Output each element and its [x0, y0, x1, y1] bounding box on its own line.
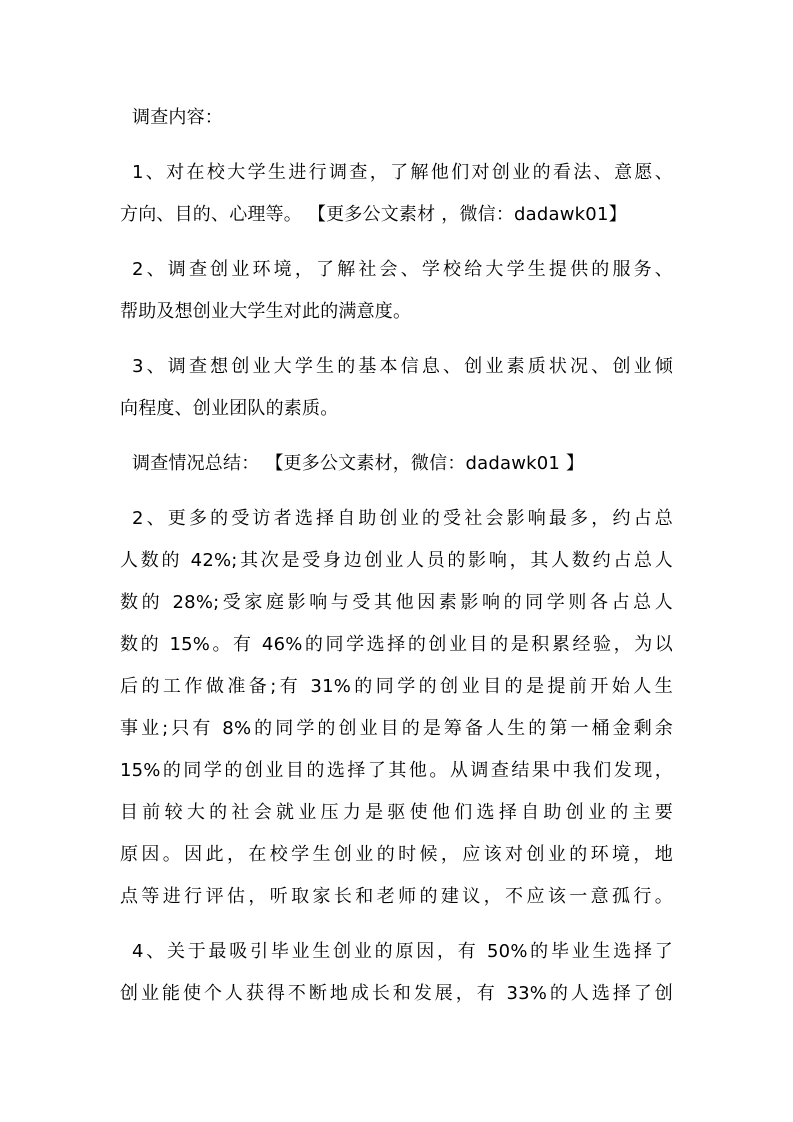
heading-survey-content: 调查内容：	[132, 107, 223, 128]
summary-4-line-1: 4、关于最吸引毕业生创业的原因，有 50%的毕业生选择了	[132, 941, 673, 962]
summary-2-line-9: 原因。因此，在校学生创业的时候，应该对创业的环境，地	[120, 844, 673, 865]
item-1-line-1: 1、对在校大学生进行调查，了解他们对创业的看法、意愿、	[132, 162, 673, 183]
item-1-line-2: 方向、目的、心理等。 【更多公文素材 ，微信：dadawk01】	[120, 204, 627, 225]
summary-2-line-8: 目前较大的社会就业压力是驱使他们选择自助创业的主要	[120, 802, 673, 823]
summary-2-line-6: 事业;只有 8%的同学的创业目的是筹备人生的第一桶金剩余	[120, 718, 673, 739]
item-3-line-1: 3、调查想创业大学生的基本信息、创业素质状况、创业倾	[132, 356, 673, 377]
item-3-line-2: 向程度、创业团队的素质。	[120, 398, 339, 419]
item-2-line-2: 帮助及想创业大学生对此的满意度。	[120, 301, 412, 322]
summary-2-line-4: 数的 15%。有 46%的同学选择的创业目的是积累经验，为以	[120, 634, 673, 655]
summary-2-line-2: 人数的 42%;其次是受身边创业人员的影响，其人数约占总人	[120, 550, 673, 571]
summary-2-line-7: 15%的同学的创业目的选择了其他。从调查结果中我们发现，	[120, 760, 673, 781]
summary-2-line-3: 数的 28%;受家庭影响与受其他因素影响的同学则各占总人	[120, 592, 673, 613]
summary-2-line-10: 点等进行评估，听取家长和老师的建议，不应该一意孤行。	[120, 886, 673, 907]
summary-2-line-1: 2、更多的受访者选择自助创业的受社会影响最多，约占总	[132, 508, 673, 529]
heading-survey-summary: 调查情况总结： 【更多公文素材，微信：dadawk01 】	[132, 453, 585, 474]
summary-2-line-5: 后的工作做准备;有 31%的同学的创业目的是提前开始人生	[120, 676, 673, 697]
summary-4-line-2: 创业能使个人获得不断地成长和发展，有 33%的人选择了创	[120, 983, 673, 1004]
item-2-line-1: 2、调查创业环境，了解社会、学校给大学生提供的服务、	[132, 259, 673, 280]
